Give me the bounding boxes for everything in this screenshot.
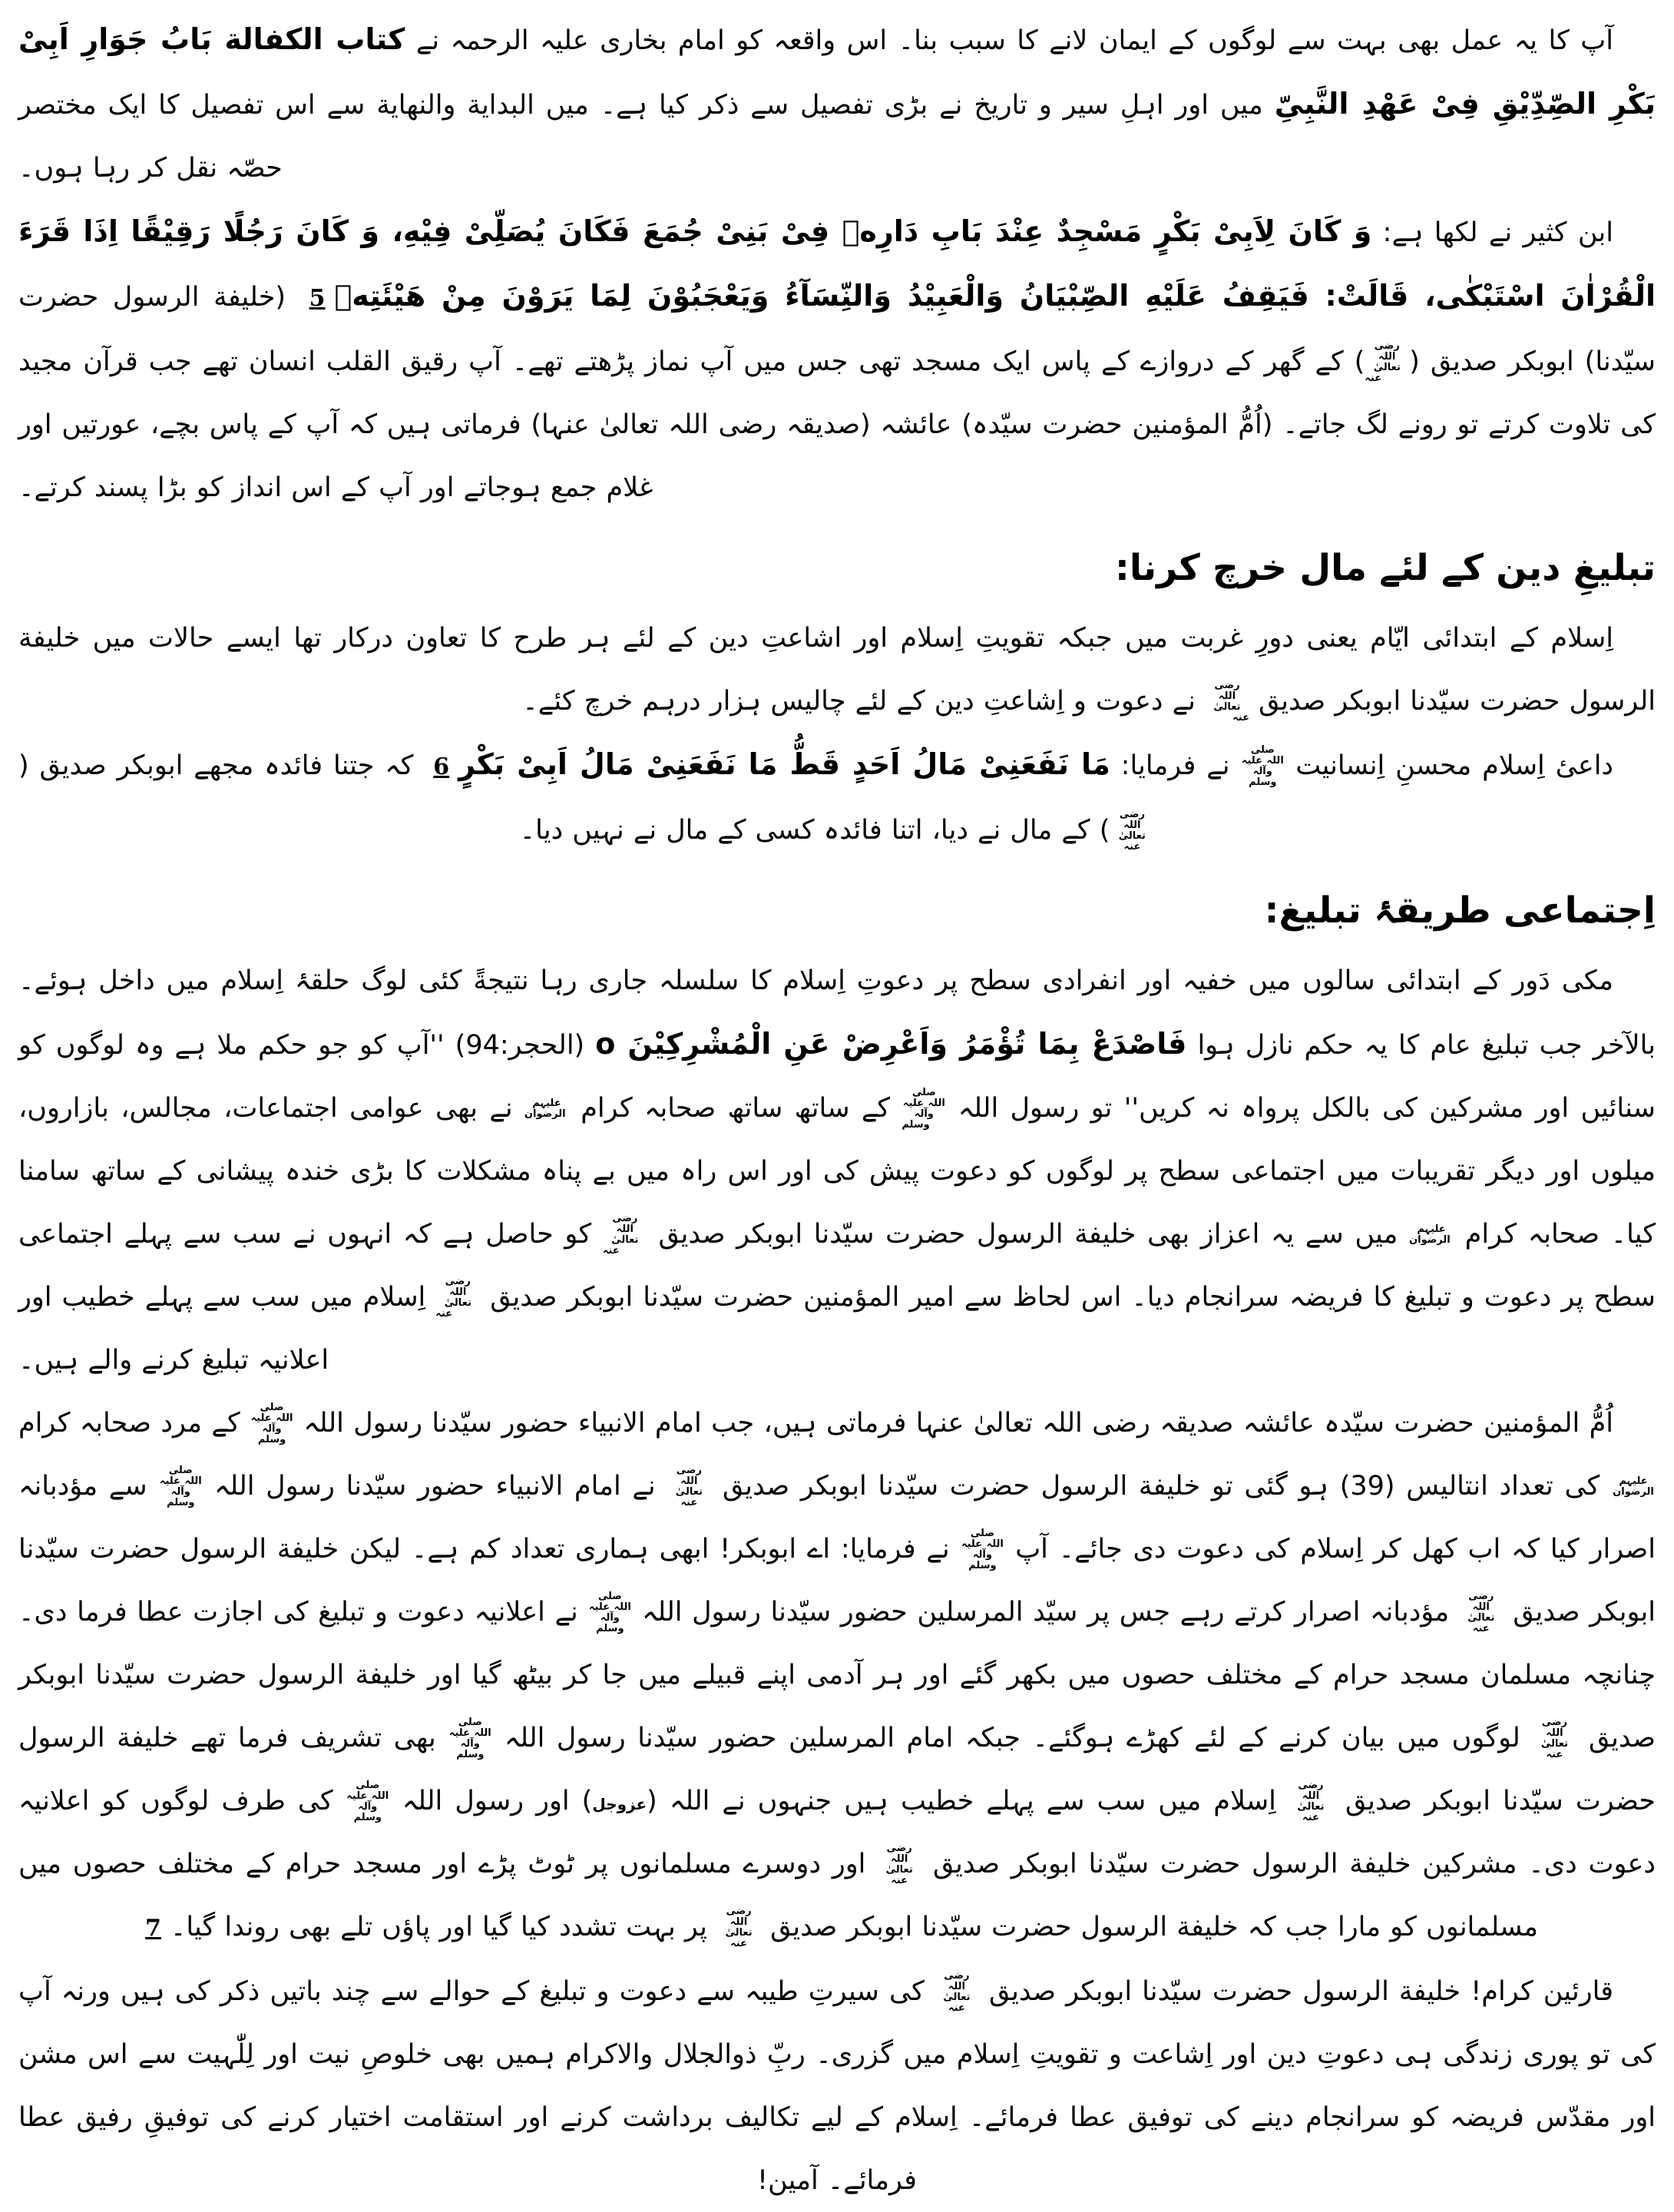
footnote-ref: 5 [309,285,326,312]
honorific-radi-icon: رضی اللہ تعالیٰ عنہ [725,1905,753,1949]
honorific-radi-icon: رضی اللہ تعالیٰ عنہ [943,1969,971,2014]
paragraph-conclusion-dua [18,1960,1656,2212]
text-run: کے ساتھ ساتھ صحابہ کرام [568,1092,902,1124]
paragraph-aisha-narration [18,1392,1656,1960]
text-run: (خلیفة الرسول حضرت سیّدنا) ابوبکر صدیق ( [18,282,1656,377]
text-run: کو حاصل ہے کہ انہوں نے سب سے پہلے اجتماعی سطح پر دعوت و تبلیغ کا فریضہ سرانجام دیا۔ اس لحاظ سے امیر المؤمنین حضرت سیّدنا ابوبکر صدیق [18,1218,1656,1313]
paragraph-forty-thousand-dirhams [18,607,1656,733]
honorific-saw-icon: صلی اللہ علیہ وآلہ وسلم [902,1086,945,1131]
arabic-quote: مَا نَفَعَنِیْ مَالُ اَحَدٍ قَطُّ مَا نَفَعَنِیْ مَالُ اَبِیْ بَکْرٍ [458,747,1110,781]
honorific-radi-icon: رضی اللہ تعالیٰ عنہ [602,1212,639,1257]
text-run: پر بہت تشدد کیا گیا اور پاؤں تلے بھی روندا گیا۔ [170,1911,717,1942]
honorific-saw-icon: صلی اللہ علیہ وآلہ وسلم [1241,743,1284,788]
footnote-ref: 6 [433,753,450,780]
text-run: لوگوں میں بیان کرنے کے لئے کھڑے ہوگئے۔ جبکہ امام المرسلین حضور سیّدنا رسول اللہ [492,1722,1533,1753]
text-run: کی طرف لوگوں کو اعلانیہ دعوت دی۔ مشرکین خلیفة الرسول حضرت سیّدنا ابوبکر صدیق [18,1785,1656,1879]
honorific-saw-icon: صلی اللہ علیہ وآلہ وسلم [588,1590,631,1634]
text-run: سے مؤدبانہ اصرار کیا کہ اب کھل کر اِسلام کی دعوت دی جائے۔ آپ [18,1470,1656,1565]
arabic-quote: فَاصْدَعْ بِمَا تُؤْمَرُ وَاَعْرِضْ عَنِ الْمُشْرِکِیْنَ o [595,1026,1187,1061]
honorific-saw-icon: صلی اللہ علیہ وآلہ وسلم [159,1464,202,1508]
honorific-radi-icon: رضی اللہ تعالیٰ عنہ [1540,1716,1568,1760]
footnote-ref: 7 [144,1914,161,1942]
arabic-quote: کتاب الکفالة بَابُ جَوَارِ اَبِیْ بَکْرِ الصِّدِّیْقِ فِیْ عَهْدِ النَّبِیِّ [18,22,1656,121]
text-run: کی تعداد انتالیس (39) ہو گئی تو خلیفة الرسول حضرت سیّدنا ابوبکر صدیق [711,1470,1612,1502]
text-run: نے فرمایا: اے ابوبکر! ابھی ہماری تعداد کم ہے۔ لیکن خلیفة الرسول حضرت سیّدنا ابوبکر صدیق [18,1533,1656,1628]
text-run: قارئین کرام! خلیفة الرسول حضرت سیّدنا ابوبکر صدیق [978,1975,1613,2007]
paragraph-public-dawah [18,949,1656,1392]
text-run: اِسلام میں سب سے پہلے خطیب ہیں جنہوں نے اللہ ( [647,1785,1289,1816]
honorific-radi-icon: رضی اللہ تعالیٰ عنہ [675,1464,703,1508]
text-run: کی سیرتِ طیبہ سے دعوت و تبلیغ کے حوالے سے چند باتیں ذکر کی ہیں ورنہ آپ کی تو پوری زندگی ہی دعوتِ دین اور اِشاعت و تقویتِ اِسلام میں گزری۔ ربِّ ذوالجلال والاکرام ہمیں بھی خلوصِ نیت اور لِلّٰہیت سے اس مشن اور مقدّس فریضہ کو سرانجام دینے کی توفیق عطا فرمائے۔ اِسلام کے لیے تکالیف برداشت کرنے اور استقامت اختیار کرنے کی توفیقِ رفیق عطا فرمائے۔ آمین! [18,1975,1656,2196]
honorific-azza-icon: عزوجل [592,1794,647,1813]
honorific-radi-icon: رضی اللہ تعالیٰ عنہ [1365,340,1401,384]
text-run: کہ جتنا فائدہ مجھے ابوبکر صدیق ( [18,750,425,781]
honorific-ridwan-icon: علیہم الرضوان [1409,1223,1451,1246]
text-run: کے مرد صحابہ کرام [18,1407,250,1439]
text-run: اِسلام میں سب سے پہلے خطیب اور اعلانیہ تبلیغ کرنے والے ہیں۔ [18,1281,436,1376]
text-run: میں سے یہ اعزاز بھی خلیفة الرسول حضرت سیّدنا ابوبکر صدیق [647,1218,1410,1250]
text-run: نے امام الانبیاء حضور سیّدنا رسول اللہ [203,1470,667,1502]
honorific-radi-icon: رضی اللہ تعالیٰ عنہ [435,1275,471,1320]
honorific-radi-icon: رضی اللہ تعالیٰ عنہ [1467,1590,1495,1634]
honorific-radi-icon: رضی اللہ تعالیٰ عنہ [1297,1779,1325,1823]
text-run: اِسلام کے ابتدائی ایّام یعنی دورِ غربت میں جبکہ تقویتِ اِسلام اور اشاعتِ دین کے لئے ہر طرح کا تعاون درکار تھا ایسے حالات میں خلیفة الرسول حضرت سیّدنا ابوبکر صدیق [18,622,1656,717]
honorific-radi-icon: رضی اللہ تعالیٰ عنہ [1118,808,1146,853]
paragraph-ibn-kathir-quote [18,200,1656,519]
honorific-saw-icon: صلی اللہ علیہ وآلہ وسلم [961,1527,1004,1571]
text-run: ) کے گھر کے دروازے کے پاس ایک مسجد تھی جس میں آپ نماز پڑھتے تھے۔ آپ رقیق القلب انسان تھے جب قرآن مجید کی تلاوت کرتے تو رونے لگ جاتے۔ (اُمُّ المؤمنین حضرت سیّدہ) عائشہ (صدیقہ رضی اللہ تعالیٰ عنہا) فرماتی ہیں کہ آپ کے پاس بچے، عورتیں اور غلام جمع ہوجاتے اور آپ کے اس انداز کو بڑا پسند کرتے۔ [18,346,1656,503]
text-run: بھی تشریف فرما تھے خلیفة الرسول حضرت سیّدنا ابوبکر صدیق [18,1722,1656,1816]
text-run: نے فرمایا: [1110,750,1241,781]
text-run: مؤدبانہ اصرار کرتے رہے جس پر سیّد المرسلین حضور سیّدنا رسول اللہ [632,1596,1459,1628]
text-run: آپ کا یہ عمل بھی بہت سے لوگوں کے ایمان لانے کا سبب بنا۔ اس واقعہ کو امام بخاری علیہ الرحمہ نے [405,25,1613,56]
text-run: داعیٔ اِسلام محسنِ اِنسانیت [1285,750,1614,781]
section-heading-collective-tabligh: اِجتماعی طریقۂ تبلیغ: [1264,889,1656,932]
text-run: نے بھی عوامی اجتماعات، مجالس، بازاروں، میلوں اور دیگر تقریبات میں اجتماعی سطح پر لوگوں کو دعوت پیش کی اور اس راہ میں بے پناہ مشکلات کا بڑی خندہ پیشانی کے ساتھ سامنا کیا۔ صحابہ کرام [18,1092,1656,1250]
honorific-saw-icon: صلی اللہ علیہ وآلہ وسلم [346,1779,389,1823]
honorific-saw-icon: صلی اللہ علیہ وآلہ وسلم [250,1401,293,1445]
honorific-saw-icon: صلی اللہ علیہ وآلہ وسلم [448,1716,491,1760]
paragraph-bukhari-reference [18,8,1656,200]
honorific-ridwan-icon: علیہم الرضوان [524,1097,566,1120]
text-run: نے اعلانیہ دعوت و تبلیغ کی اجازت عطا فرما دی۔ چنانچہ مسلمان مسجد حرام کے مختلف حصوں میں بکھر گئے اور ہر آدمی اپنے قبیلے میں جا کر بیٹھ گیا اور خلیفة الرسول حضرت سیّدنا ابوبکر صدیق [18,1596,1656,1753]
honorific-radi-icon: رضی اللہ تعالیٰ عنہ [885,1842,913,1886]
text-run: مکی دَور کے ابتدائی سالوں میں خفیہ اور انفرادی سطح پر دعوتِ اِسلام کا سلسلہ جاری رہا نتیجةً کئی لوگ حلقۂ اِسلام میں داخل ہوئے۔ بالآخر جب تبلیغ عام کا یہ حکم نازل ہوا [18,965,1656,1061]
text-run: ) اور رسول اللہ [389,1785,593,1816]
text-run: اور دوسرے مسلمانوں پر ٹوٹ پڑے اور مسجد حرام کے مختلف حصوں میں مسلمانوں کو مارا جب کہ خلیفة الرسول حضرت سیّدنا ابوبکر صدیق [18,1848,1539,1942]
arabic-quote: وَ کَانَ لِاَبِیْ بَکْرٍ مَسْجِدٌ عِنْدَ بَابِ دَارِهٖ فِیْ بَنِیْ جُمَعَ فَکَانَ یُصَلِّیْ فِیْهِ، وَ کَانَ رَجُلًا رَقِیْقًا اِذَا قَرَءَ الْقُرْاٰنَ اسْتَبْکٰی، قَالَتْ: فَیَقِفُ عَلَیْهِ الصِّبْیَانُ وَالْعَبِیْدُ وَالنِّسَآءُ وَیَعْجَبُوْنَ لِمَا یَرَوْنَ مِنْ هَیْئَتِهٖ [18,214,1656,313]
honorific-ridwan-icon: علیہم الرضوان [1613,1475,1654,1498]
text-run: اُمُّ المؤمنین حضرت سیّدہ عائشہ صدیقہ رضی اللہ تعالیٰ عنہا فرماتی ہیں، جب امام الانبیاء حضور سیّدنا رسول اللہ [294,1407,1614,1439]
text-run: نے دعوت و اِشاعتِ دین کے لئے چالیس ہزار درہم خرچ کئے۔ [522,685,1205,717]
honorific-radi-icon: رضی اللہ تعالیٰ عنہ [1213,679,1249,724]
paragraph-hadith-abubakr-wealth [18,733,1656,862]
text-run: ابن کثیر نے لکھا ہے: [1371,217,1613,248]
text-run: میں اور اہلِ سیر و تاریخ نے بڑی تفصیل سے ذکر کیا ہے۔ میں البدایة والنهایة سے اس تفصیل کا ایک مختصر حصّہ نقل کر رہا ہوں۔ [18,90,1275,184]
text-run: ) کے مال نے دیا، اتنا فائدہ کسی کے مال نے نہیں دیا۔ [519,814,1110,846]
text-run: (الحجر:94) ''آپ کو جو حکم ملا ہے وہ لوگوں کو سنائیں اور مشرکین کی بالکل پرواہ نہ کریں'' تو رسول اللہ [18,1029,1656,1124]
section-heading-spending-wealth: تبلیغِ دین کے لئے مال خرچ کرنا: [1115,547,1656,589]
